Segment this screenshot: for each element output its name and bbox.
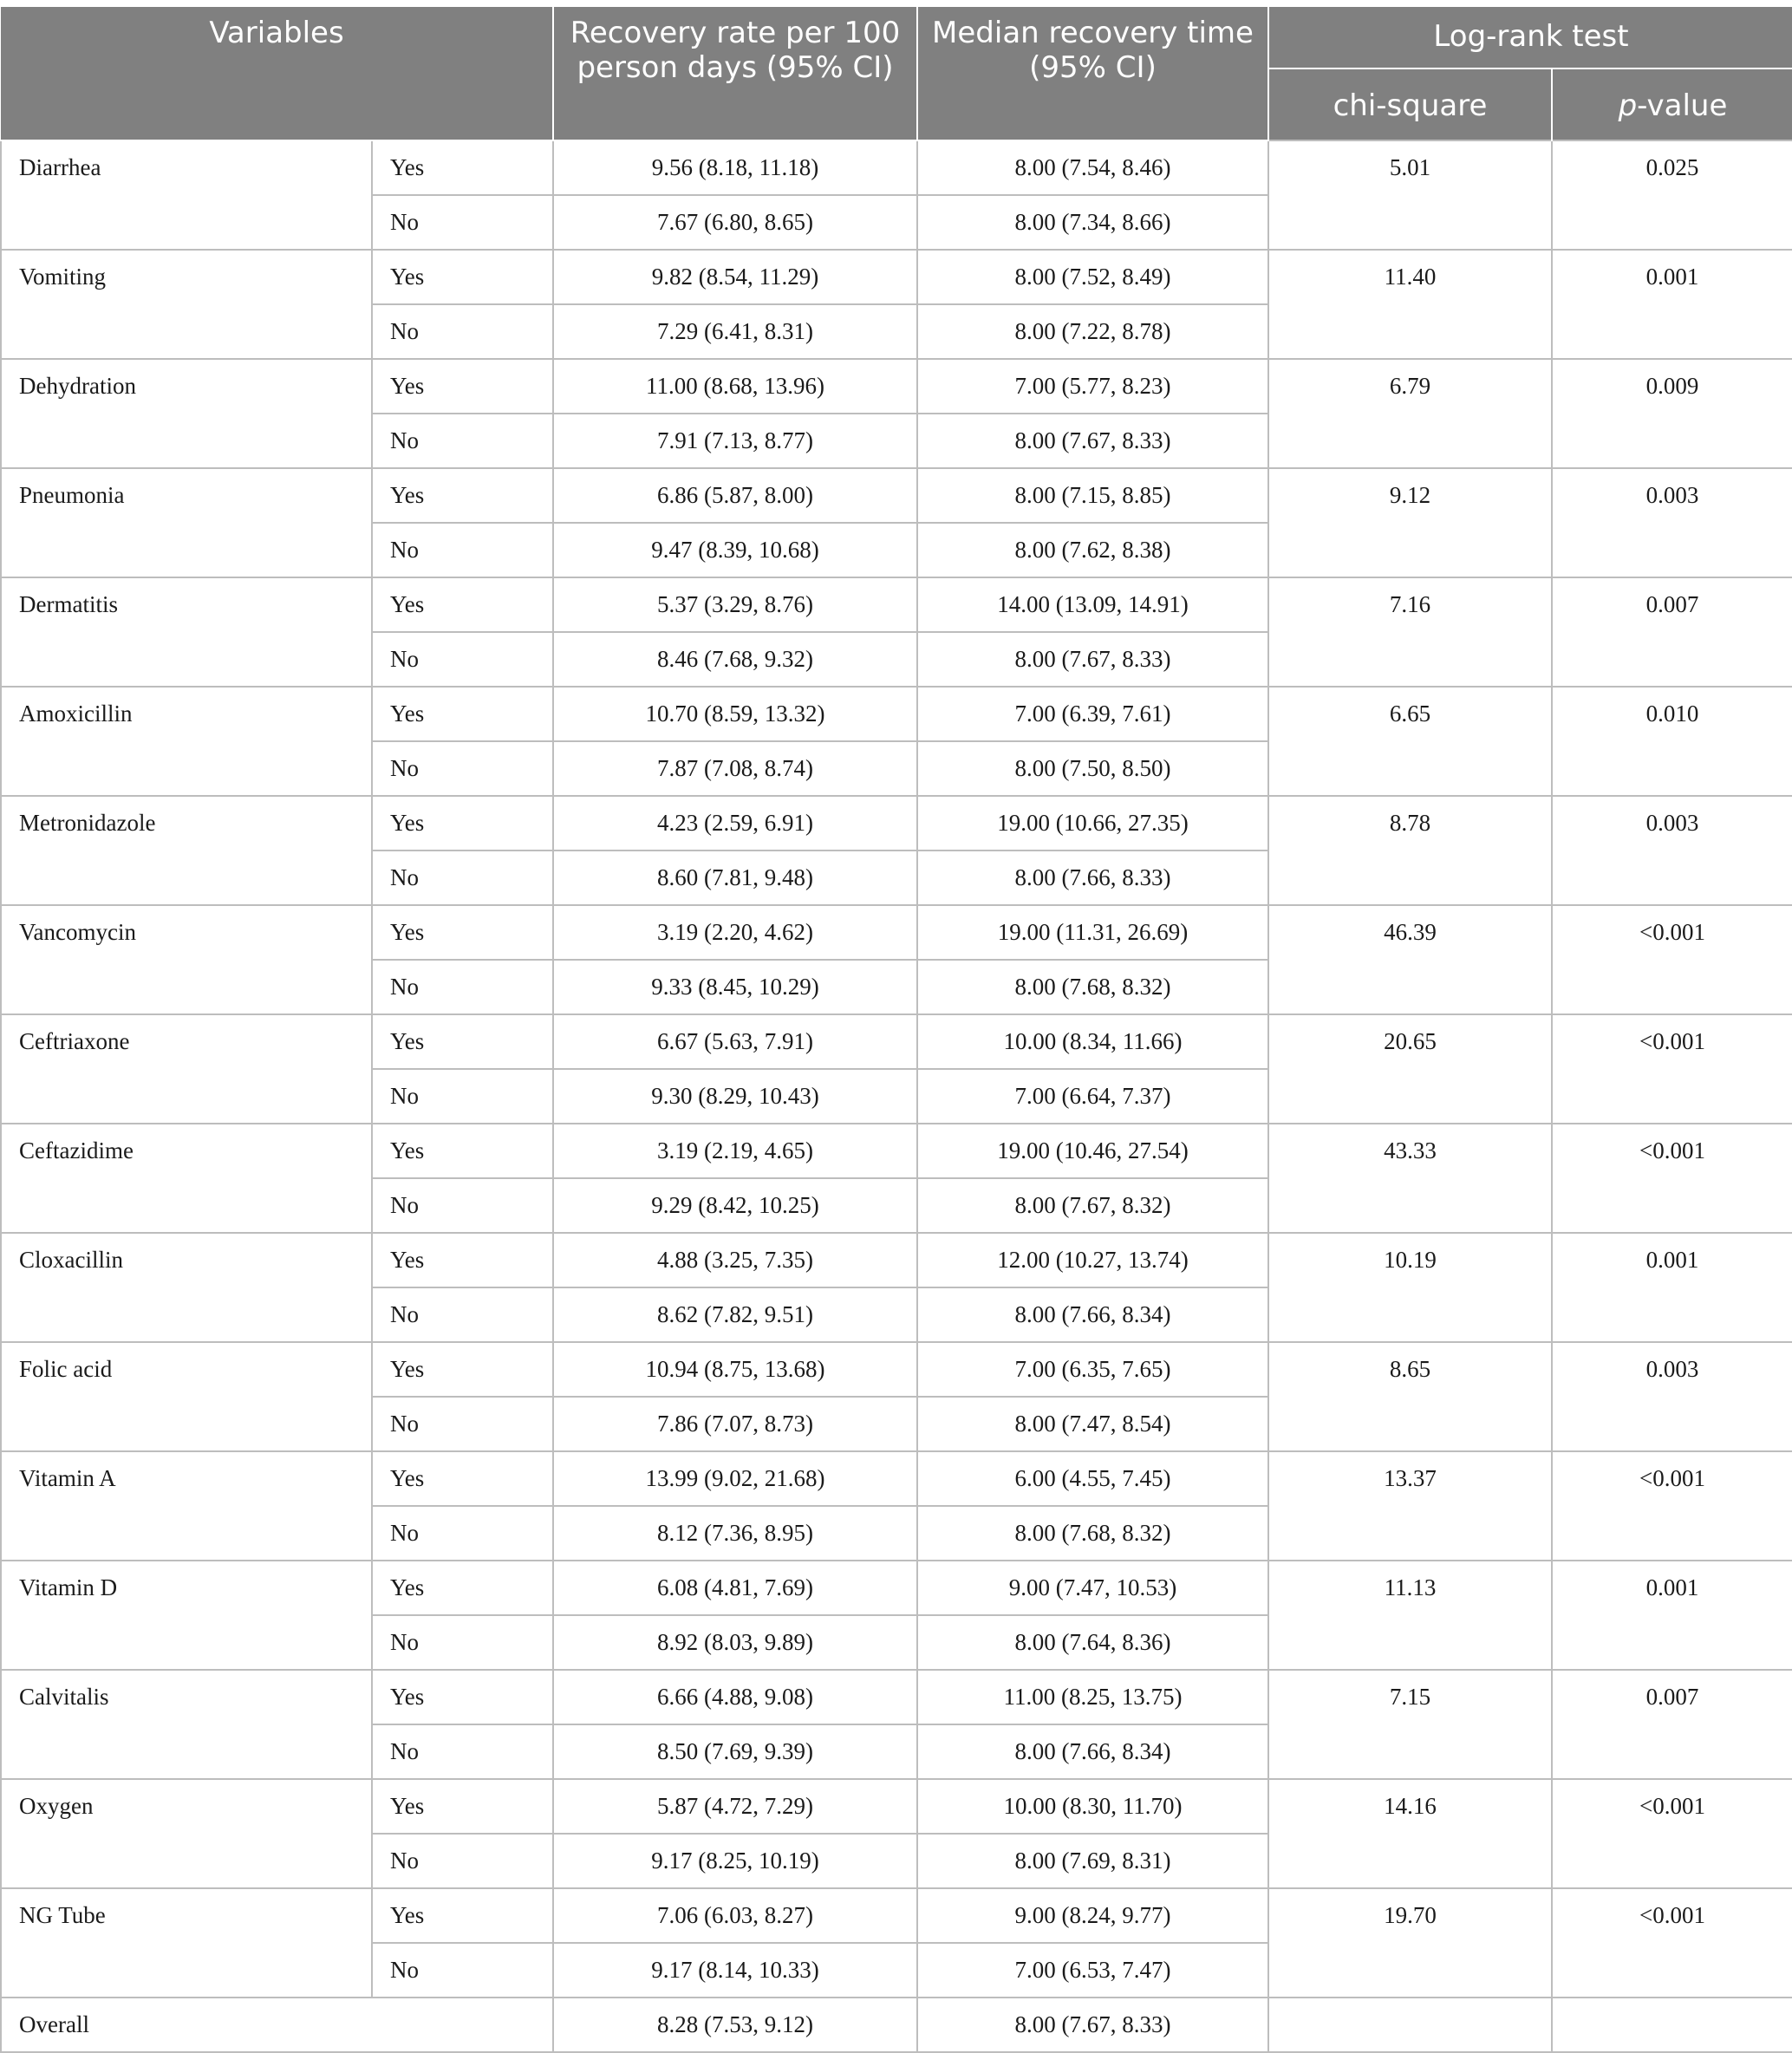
p-value-cell: 0.003: [1552, 1342, 1792, 1451]
overall-chi-cell: [1268, 1998, 1552, 2052]
median-time-cell: 8.00 (7.67, 8.32): [917, 1178, 1268, 1233]
header-recovery-rate: Recovery rate per 100 person days (95% CI): [553, 7, 917, 140]
recovery-rate-cell: 6.86 (5.87, 8.00): [553, 468, 917, 523]
chi-square-cell: 43.33: [1268, 1124, 1552, 1233]
overall-p-cell: [1552, 1998, 1792, 2052]
recovery-rate-cell: 6.66 (4.88, 9.08): [553, 1670, 917, 1724]
recovery-rate-cell: 11.00 (8.68, 13.96): [553, 359, 917, 414]
header-variables: Variables: [1, 7, 553, 140]
p-value-cell: 0.007: [1552, 1670, 1792, 1779]
overall-label-cell: Overall: [1, 1998, 553, 2052]
recovery-rate-cell: 9.17 (8.25, 10.19): [553, 1834, 917, 1888]
recovery-rate-cell: 8.60 (7.81, 9.48): [553, 851, 917, 905]
table-row: [1, 1124, 1792, 1178]
header-p-value: [1552, 68, 1792, 140]
median-time-cell: 8.00 (7.50, 8.50): [917, 741, 1268, 796]
level-cell: Yes: [372, 1779, 553, 1834]
table-row: [1, 250, 1792, 304]
recovery-rate-cell: 13.99 (9.02, 21.68): [553, 1451, 917, 1506]
p-value-cell: <0.001: [1552, 1888, 1792, 1998]
level-cell: Yes: [372, 905, 553, 960]
table-row: [1, 905, 1792, 960]
median-time-cell: 19.00 (10.46, 27.54): [917, 1124, 1268, 1178]
chi-square-cell: 11.40: [1268, 250, 1552, 359]
header-p-italic: p: [1618, 88, 1638, 123]
recovery-rate-cell: 9.33 (8.45, 10.29): [553, 960, 917, 1014]
overall-rate-cell: 8.28 (7.53, 9.12): [553, 1998, 917, 2052]
recovery-rate-cell: 5.37 (3.29, 8.76): [553, 577, 917, 632]
header-logrank: Log-rank test: [1268, 7, 1792, 68]
level-cell: No: [372, 1506, 553, 1561]
median-time-cell: 11.00 (8.25, 13.75): [917, 1670, 1268, 1724]
median-time-cell: 8.00 (7.64, 8.36): [917, 1615, 1268, 1670]
level-cell: No: [372, 195, 553, 250]
median-time-cell: 19.00 (11.31, 26.69): [917, 905, 1268, 960]
median-time-cell: 8.00 (7.22, 8.78): [917, 304, 1268, 359]
table-row: [1, 1888, 1792, 1943]
recovery-rate-cell: 8.12 (7.36, 8.95): [553, 1506, 917, 1561]
variable-cell: Vomiting: [1, 250, 372, 359]
median-time-cell: 14.00 (13.09, 14.91): [917, 577, 1268, 632]
median-time-cell: 8.00 (7.69, 8.31): [917, 1834, 1268, 1888]
p-value-cell: <0.001: [1552, 1124, 1792, 1233]
table-row: [1, 1233, 1792, 1287]
level-cell: No: [372, 741, 553, 796]
level-cell: Yes: [372, 250, 553, 304]
variable-cell: Calvitalis: [1, 1670, 372, 1779]
variable-cell: NG Tube: [1, 1888, 372, 1998]
median-time-cell: 9.00 (7.47, 10.53): [917, 1561, 1268, 1615]
median-time-cell: 7.00 (6.35, 7.65): [917, 1342, 1268, 1397]
table-row: [1, 1342, 1792, 1397]
median-time-cell: 9.00 (8.24, 9.77): [917, 1888, 1268, 1943]
recovery-rate-cell: 6.08 (4.81, 7.69): [553, 1561, 917, 1615]
recovery-rate-cell: 8.62 (7.82, 9.51): [553, 1287, 917, 1342]
median-time-cell: 8.00 (7.34, 8.66): [917, 195, 1268, 250]
header-p-suffix: -value: [1637, 88, 1728, 123]
p-value-cell: 0.007: [1552, 577, 1792, 687]
level-cell: Yes: [372, 1233, 553, 1287]
p-value-cell: 0.001: [1552, 1233, 1792, 1342]
variable-cell: Vancomycin: [1, 905, 372, 1014]
median-time-cell: 8.00 (7.67, 8.33): [917, 632, 1268, 687]
recovery-rate-cell: 9.17 (8.14, 10.33): [553, 1943, 917, 1998]
variable-cell: Vitamin D: [1, 1561, 372, 1670]
level-cell: No: [372, 960, 553, 1014]
recovery-rate-cell: 7.29 (6.41, 8.31): [553, 304, 917, 359]
chi-square-cell: 13.37: [1268, 1451, 1552, 1561]
table-row: [1, 1451, 1792, 1506]
level-cell: Yes: [372, 1014, 553, 1069]
table-row: [1, 1014, 1792, 1069]
variable-cell: Vitamin A: [1, 1451, 372, 1561]
level-cell: No: [372, 1178, 553, 1233]
chi-square-cell: 20.65: [1268, 1014, 1552, 1124]
variable-cell: Metronidazole: [1, 796, 372, 905]
chi-square-cell: 6.79: [1268, 359, 1552, 468]
chi-square-cell: 11.13: [1268, 1561, 1552, 1670]
recovery-rate-cell: 5.87 (4.72, 7.29): [553, 1779, 917, 1834]
chi-square-cell: 8.65: [1268, 1342, 1552, 1451]
recovery-rate-cell: 10.70 (8.59, 13.32): [553, 687, 917, 741]
variable-cell: Dermatitis: [1, 577, 372, 687]
median-time-cell: 8.00 (7.47, 8.54): [917, 1397, 1268, 1451]
level-cell: Yes: [372, 1670, 553, 1724]
level-cell: Yes: [372, 577, 553, 632]
header-median-time: Median recovery time (95% CI): [917, 7, 1268, 140]
chi-square-cell: 7.15: [1268, 1670, 1552, 1779]
median-time-cell: 8.00 (7.67, 8.33): [917, 414, 1268, 468]
recovery-rate-cell: 7.86 (7.07, 8.73): [553, 1397, 917, 1451]
level-cell: Yes: [372, 1124, 553, 1178]
recovery-rate-cell: 4.88 (3.25, 7.35): [553, 1233, 917, 1287]
median-time-cell: 7.00 (5.77, 8.23): [917, 359, 1268, 414]
median-time-cell: 7.00 (6.39, 7.61): [917, 687, 1268, 741]
level-cell: No: [372, 1724, 553, 1779]
median-time-cell: 7.00 (6.64, 7.37): [917, 1069, 1268, 1124]
recovery-rate-cell: 9.56 (8.18, 11.18): [553, 140, 917, 195]
level-cell: Yes: [372, 1888, 553, 1943]
table-row: [1, 359, 1792, 414]
level-cell: Yes: [372, 1561, 553, 1615]
table-row-overall: [1, 1998, 1792, 2052]
recovery-rate-cell: 3.19 (2.19, 4.65): [553, 1124, 917, 1178]
p-value-cell: 0.003: [1552, 468, 1792, 577]
recovery-table: [0, 7, 1792, 2053]
p-value-cell: 0.001: [1552, 250, 1792, 359]
p-value-cell: 0.001: [1552, 1561, 1792, 1670]
median-time-cell: 10.00 (8.30, 11.70): [917, 1779, 1268, 1834]
table-row: [1, 1561, 1792, 1615]
chi-square-cell: 6.65: [1268, 687, 1552, 796]
recovery-rate-cell: 7.91 (7.13, 8.77): [553, 414, 917, 468]
level-cell: No: [372, 1069, 553, 1124]
header-chi-square: chi-square: [1268, 68, 1552, 140]
table-header: [1, 7, 1792, 140]
table-row: [1, 577, 1792, 632]
recovery-rate-cell: 9.29 (8.42, 10.25): [553, 1178, 917, 1233]
variable-cell: Oxygen: [1, 1779, 372, 1888]
overall-median-cell: 8.00 (7.67, 8.33): [917, 1998, 1268, 2052]
median-time-cell: 10.00 (8.34, 11.66): [917, 1014, 1268, 1069]
median-time-cell: 8.00 (7.68, 8.32): [917, 1506, 1268, 1561]
p-value-cell: 0.003: [1552, 796, 1792, 905]
table-row: [1, 140, 1792, 195]
level-cell: No: [372, 851, 553, 905]
level-cell: Yes: [372, 359, 553, 414]
median-time-cell: 8.00 (7.66, 8.33): [917, 851, 1268, 905]
median-time-cell: 12.00 (10.27, 13.74): [917, 1233, 1268, 1287]
median-time-cell: 8.00 (7.66, 8.34): [917, 1287, 1268, 1342]
p-value-cell: <0.001: [1552, 1779, 1792, 1888]
recovery-rate-cell: 8.50 (7.69, 9.39): [553, 1724, 917, 1779]
recovery-rate-cell: 3.19 (2.20, 4.62): [553, 905, 917, 960]
median-time-cell: 8.00 (7.66, 8.34): [917, 1724, 1268, 1779]
level-cell: Yes: [372, 140, 553, 195]
chi-square-cell: 8.78: [1268, 796, 1552, 905]
recovery-rate-cell: 9.30 (8.29, 10.43): [553, 1069, 917, 1124]
table-row: [1, 1670, 1792, 1724]
level-cell: Yes: [372, 1342, 553, 1397]
level-cell: Yes: [372, 468, 553, 523]
variable-cell: Diarrhea: [1, 140, 372, 250]
chi-square-cell: 10.19: [1268, 1233, 1552, 1342]
median-time-cell: 7.00 (6.53, 7.47): [917, 1943, 1268, 1998]
variable-cell: Pneumonia: [1, 468, 372, 577]
median-time-cell: 6.00 (4.55, 7.45): [917, 1451, 1268, 1506]
level-cell: No: [372, 523, 553, 577]
p-value-cell: 0.009: [1552, 359, 1792, 468]
variable-cell: Dehydration: [1, 359, 372, 468]
variable-cell: Folic acid: [1, 1342, 372, 1451]
recovery-rate-cell: 8.46 (7.68, 9.32): [553, 632, 917, 687]
p-value-cell: <0.001: [1552, 905, 1792, 1014]
p-value-cell: 0.010: [1552, 687, 1792, 796]
variable-cell: Ceftriaxone: [1, 1014, 372, 1124]
level-cell: No: [372, 632, 553, 687]
recovery-rate-cell: 8.92 (8.03, 9.89): [553, 1615, 917, 1670]
variable-cell: Cloxacillin: [1, 1233, 372, 1342]
level-cell: No: [372, 1943, 553, 1998]
recovery-rate-cell: 6.67 (5.63, 7.91): [553, 1014, 917, 1069]
median-time-cell: 19.00 (10.66, 27.35): [917, 796, 1268, 851]
median-time-cell: 8.00 (7.68, 8.32): [917, 960, 1268, 1014]
chi-square-cell: 19.70: [1268, 1888, 1552, 1998]
level-cell: No: [372, 1397, 553, 1451]
recovery-rate-cell: 9.47 (8.39, 10.68): [553, 523, 917, 577]
median-time-cell: 8.00 (7.52, 8.49): [917, 250, 1268, 304]
p-value-cell: <0.001: [1552, 1014, 1792, 1124]
recovery-rate-cell: 10.94 (8.75, 13.68): [553, 1342, 917, 1397]
recovery-rate-cell: 4.23 (2.59, 6.91): [553, 796, 917, 851]
recovery-rate-cell: 7.06 (6.03, 8.27): [553, 1888, 917, 1943]
level-cell: Yes: [372, 796, 553, 851]
chi-square-cell: 9.12: [1268, 468, 1552, 577]
chi-square-cell: 5.01: [1268, 140, 1552, 250]
table-row: [1, 1779, 1792, 1834]
level-cell: Yes: [372, 687, 553, 741]
table-row: [1, 468, 1792, 523]
recovery-rate-cell: 9.82 (8.54, 11.29): [553, 250, 917, 304]
chi-square-cell: 7.16: [1268, 577, 1552, 687]
level-cell: No: [372, 304, 553, 359]
recovery-rate-cell: 7.87 (7.08, 8.74): [553, 741, 917, 796]
p-value-cell: <0.001: [1552, 1451, 1792, 1561]
table-body: [1, 140, 1792, 2052]
median-time-cell: 8.00 (7.54, 8.46): [917, 140, 1268, 195]
table-row: [1, 687, 1792, 741]
variable-cell: Amoxicillin: [1, 687, 372, 796]
p-value-cell: 0.025: [1552, 140, 1792, 250]
median-time-cell: 8.00 (7.15, 8.85): [917, 468, 1268, 523]
median-time-cell: 8.00 (7.62, 8.38): [917, 523, 1268, 577]
variable-cell: Ceftazidime: [1, 1124, 372, 1233]
table-row: [1, 796, 1792, 851]
level-cell: No: [372, 1834, 553, 1888]
level-cell: No: [372, 1287, 553, 1342]
chi-square-cell: 46.39: [1268, 905, 1552, 1014]
chi-square-cell: 14.16: [1268, 1779, 1552, 1888]
level-cell: No: [372, 414, 553, 468]
level-cell: Yes: [372, 1451, 553, 1506]
recovery-rate-cell: 7.67 (6.80, 8.65): [553, 195, 917, 250]
level-cell: No: [372, 1615, 553, 1670]
